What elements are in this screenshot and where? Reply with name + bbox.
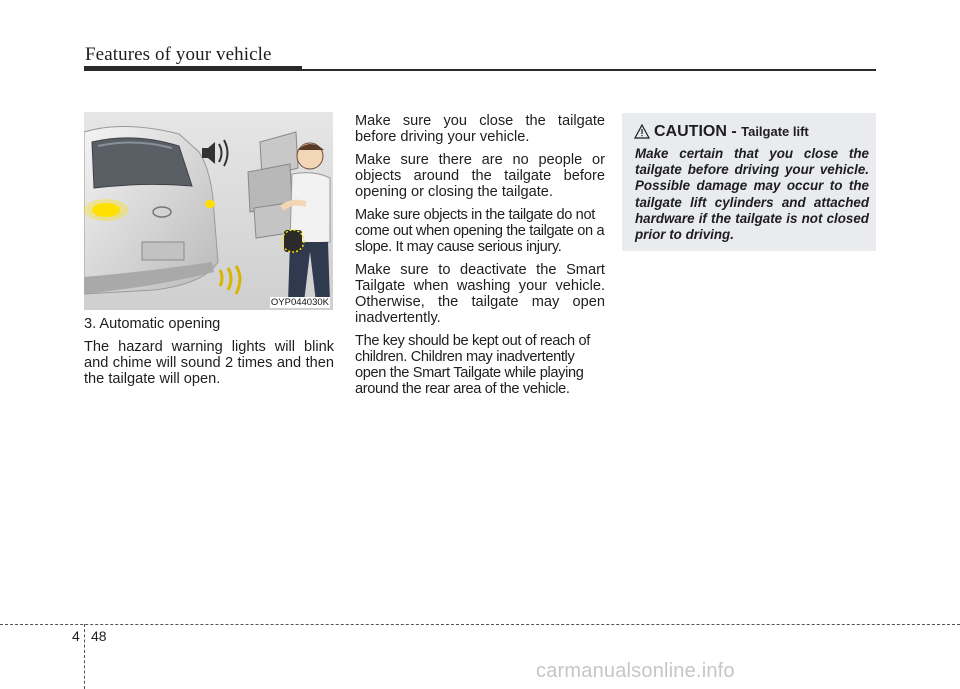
caution-title — [634, 123, 809, 144]
left-column — [84, 316, 334, 394]
caution-box — [622, 113, 876, 251]
footer-rule — [0, 624, 960, 625]
illustration-graphic — [84, 112, 333, 310]
middle-column — [355, 113, 605, 404]
caution-subtitle: Tailgate lift — [741, 124, 809, 139]
header-rule — [300, 69, 876, 71]
step-description: The hazard warning lights will blink and chime will sound 2 times and then the tailgate will open. — [84, 339, 334, 387]
step-heading: 3. Automatic opening — [84, 316, 221, 332]
caution-text: Make certain that you close the tailgate before driving your vehicle. Possible damage may occur to the tailgate lift cylinders and attached hardware if the tailgate is not closed prior to driving. — [635, 146, 869, 243]
page-header-title: Features of your vehicle — [85, 44, 272, 65]
paragraph-children: The key should be kept out of reach of children. Children may inadvertently open the Smart Tailgate while playing around the rear area of the vehicle. — [355, 333, 590, 397]
paragraph-washing: Make sure to deactivate the Smart Tailgate when washing your vehicle. Otherwise, the tailgate may open inadvertently. — [355, 262, 605, 326]
tailgate-illustration — [84, 112, 333, 310]
watermark: carmanualsonline.info — [536, 660, 735, 682]
paragraph-no-people: Make sure there are no people or objects around the tailgate before opening or closing the tailgate. — [355, 152, 605, 200]
chapter-number: 4 — [72, 628, 80, 644]
figure-code: OYP044030K — [270, 297, 329, 308]
footer-divider — [84, 624, 85, 689]
warning-triangle-icon — [634, 124, 650, 144]
page-number: 48 — [91, 628, 107, 644]
paragraph-slope: Make sure objects in the tailgate do not come out when opening the tailgate on a slope. It may cause serious injury. — [355, 207, 605, 255]
paragraph-close-tailgate: Make sure you close the tailgate before driving your vehicle. — [355, 113, 605, 145]
header-rule-thick — [84, 66, 302, 71]
caution-label: CAUTION - — [654, 123, 742, 140]
